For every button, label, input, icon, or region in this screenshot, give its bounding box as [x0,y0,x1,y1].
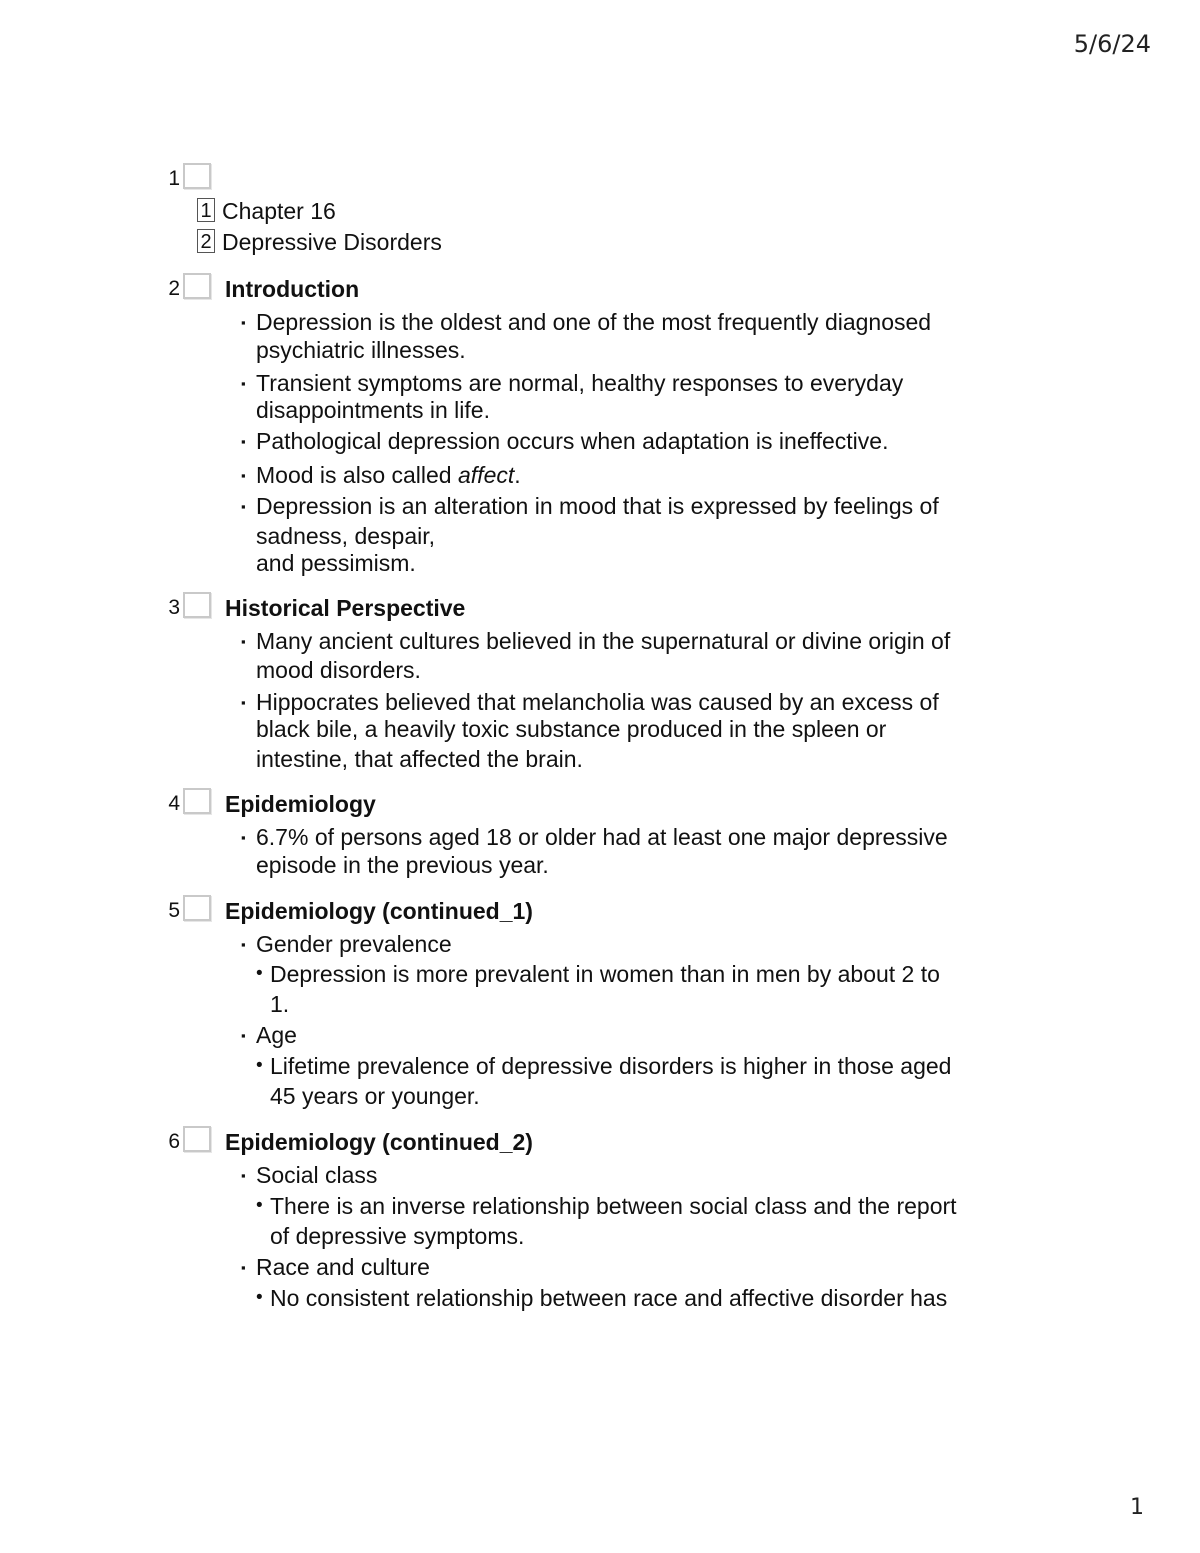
slide-number: 3 [168,596,180,619]
slide-title: Historical Perspective [225,595,466,621]
bullet-continuation: mood disorders. [256,657,421,683]
sub-bullet-continuation: 45 years or younger. [270,1083,480,1109]
slide-thumbnail [183,788,211,814]
slide-number: 2 [168,277,180,300]
slide-thumbnail [183,895,211,921]
print-date: 5/6/24 [1073,30,1151,58]
slide-thumbnail [183,163,211,189]
slide-thumbnail [183,1126,211,1152]
slide-1-item [197,229,442,256]
item-number: 1 [197,198,215,222]
slide-title: Introduction [225,276,360,302]
slide-thumbnail [183,592,211,618]
item-text: Chapter 16 [222,198,336,224]
bullet-continuation: psychiatric illnesses. [256,337,466,363]
slide-number: 6 [168,1130,180,1153]
sub-bullet-continuation: of depressive symptoms. [270,1223,525,1249]
slide-title: Epidemiology (continued_2) [225,1129,533,1155]
bullet-continuation: sadness, despair, [256,523,436,549]
slide-title: Epidemiology [225,791,376,817]
bullet-continuation: episode in the previous year. [256,852,549,878]
item-number: 2 [197,229,215,253]
sub-bullet-continuation: 1. [270,991,290,1017]
bullet-continuation: intestine, that affected the brain. [256,746,583,772]
page-number: 1 [1130,1495,1144,1520]
bullet-continuation: disappointments in life. [256,397,490,423]
item-text: Depressive Disorders [222,229,442,255]
slide-number: 5 [168,899,180,922]
bullet-continuation: black bile, a heavily toxic substance produced in the spleen or [256,716,887,742]
slide-1-item [197,198,336,225]
slide-number: 1 [168,167,180,190]
slide-thumbnail [183,273,211,299]
bullet-continuation: and pessimism. [256,550,416,576]
slide-title: Epidemiology (continued_1) [225,898,533,924]
slide-number: 4 [168,792,180,815]
